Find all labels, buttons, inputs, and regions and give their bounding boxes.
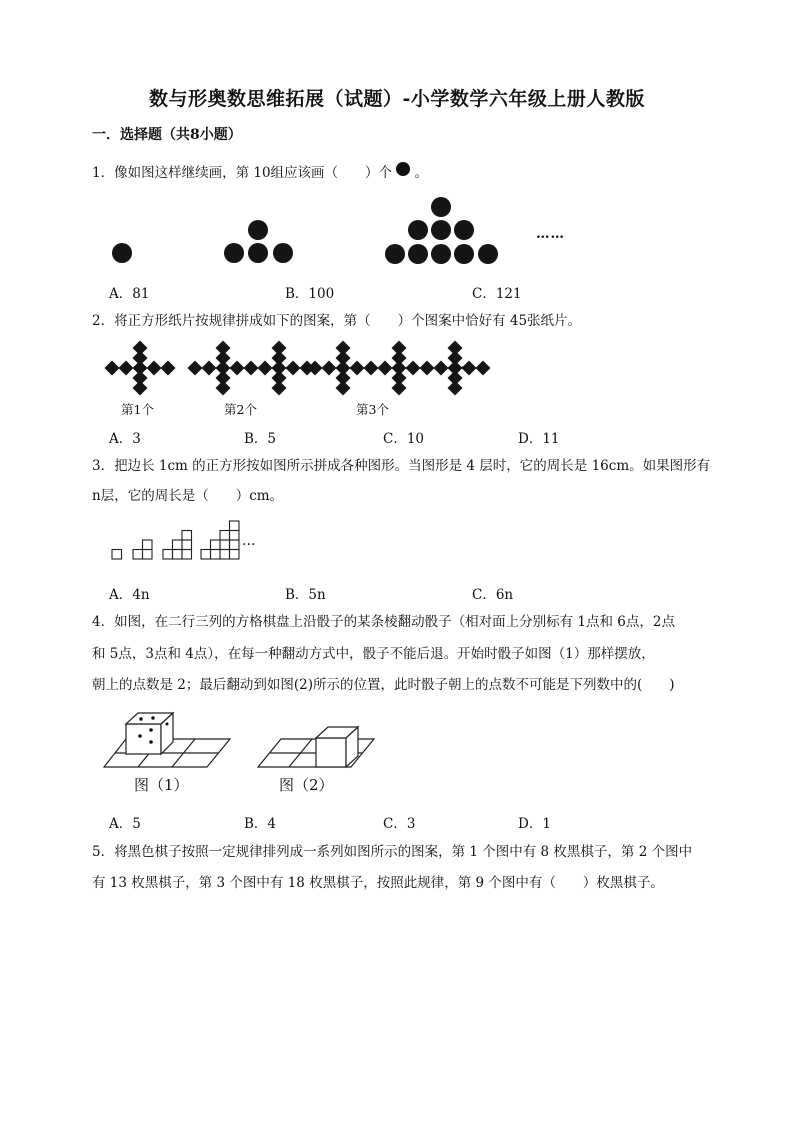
question-4-line-1: 4．如图，在二行三列的方格棋盘上沿骰子的某条棱翻动骰子（相对面上分别标有 1点和 6点，2点 [92,614,675,630]
q2-caption-2: 第2个 [224,402,257,417]
question-3-line-1: 3．把边长 1cm 的正方形按如图所示拼成各种图形。当图形是 4 层时，它的周长是 16cm。如果图形有 [92,458,711,474]
question-3-line-2: n层，它的周长是（ ）cm。 [92,488,284,504]
q3-option-a[interactable]: A．4n [109,587,150,603]
q2-ellipsis: … [456,357,470,373]
q1-stem: 1．像如图这样继续画，第 10组应该画（ ）个 [92,165,393,181]
question-5-line-2: 有 13 枚黑棋子，第 3 个图中有 18 枚黑棋子，按照此规律，第 9 个图中有（ ）枚黑棋子。 [92,875,664,891]
q4-option-d[interactable]: D．1 [518,816,551,832]
q3-ellipsis: … [242,533,256,549]
q4-option-b[interactable]: B．4 [244,816,277,832]
q2-caption-3: 第3个 [356,402,389,417]
q1-option-a[interactable]: A．81 [109,286,150,302]
q4-option-a[interactable]: A．5 [109,816,141,832]
q1-tail: 。 [414,165,429,181]
q4-caption-2: 图（2） [279,776,334,794]
question-5-line-1: 5．将黑色棋子按照一定规律排列成一系列如图所示的图案，第 1 个图中有 8 枚黑棋子，第 2 个图中 [92,844,693,860]
q3-option-b[interactable]: B．5n [285,587,326,603]
q3-option-c[interactable]: C．6n [472,587,514,603]
q2-option-b[interactable]: B．5 [244,431,277,447]
question-4-line-2: 和 5点，3点和 4点），在每一种翻动方式中，骰子不能后退。开始时骰子如图（1）那样摆放， [92,646,655,662]
q2-option-a[interactable]: A．3 [109,431,141,447]
q4-option-c[interactable]: C．3 [383,816,416,832]
question-2-text: 2．将正方形纸片按规律拼成如下的图案，第（ ）个图案中恰好有 45张纸片。 [92,313,582,329]
q1-ellipsis: …… [536,226,565,242]
q2-option-c[interactable]: C．10 [383,431,425,447]
page-title: 数与形奥数思维拓展（试题）-小学数学六年级上册人教版 [149,88,645,110]
q2-option-d[interactable]: D．11 [518,431,560,447]
q1-option-c[interactable]: C．121 [472,286,522,302]
section-heading: 一．选择题（共8小题） [92,127,242,143]
q4-caption-1: 图（1） [134,776,189,794]
question-4-line-3: 朝上的点数是 2；最后翻动到如图(2)所示的位置，此时骰子朝上的点数不可能是下列数中的( ) [92,677,675,693]
q1-option-b[interactable]: B．100 [285,286,335,302]
q2-caption-1: 第1个 [121,402,154,417]
